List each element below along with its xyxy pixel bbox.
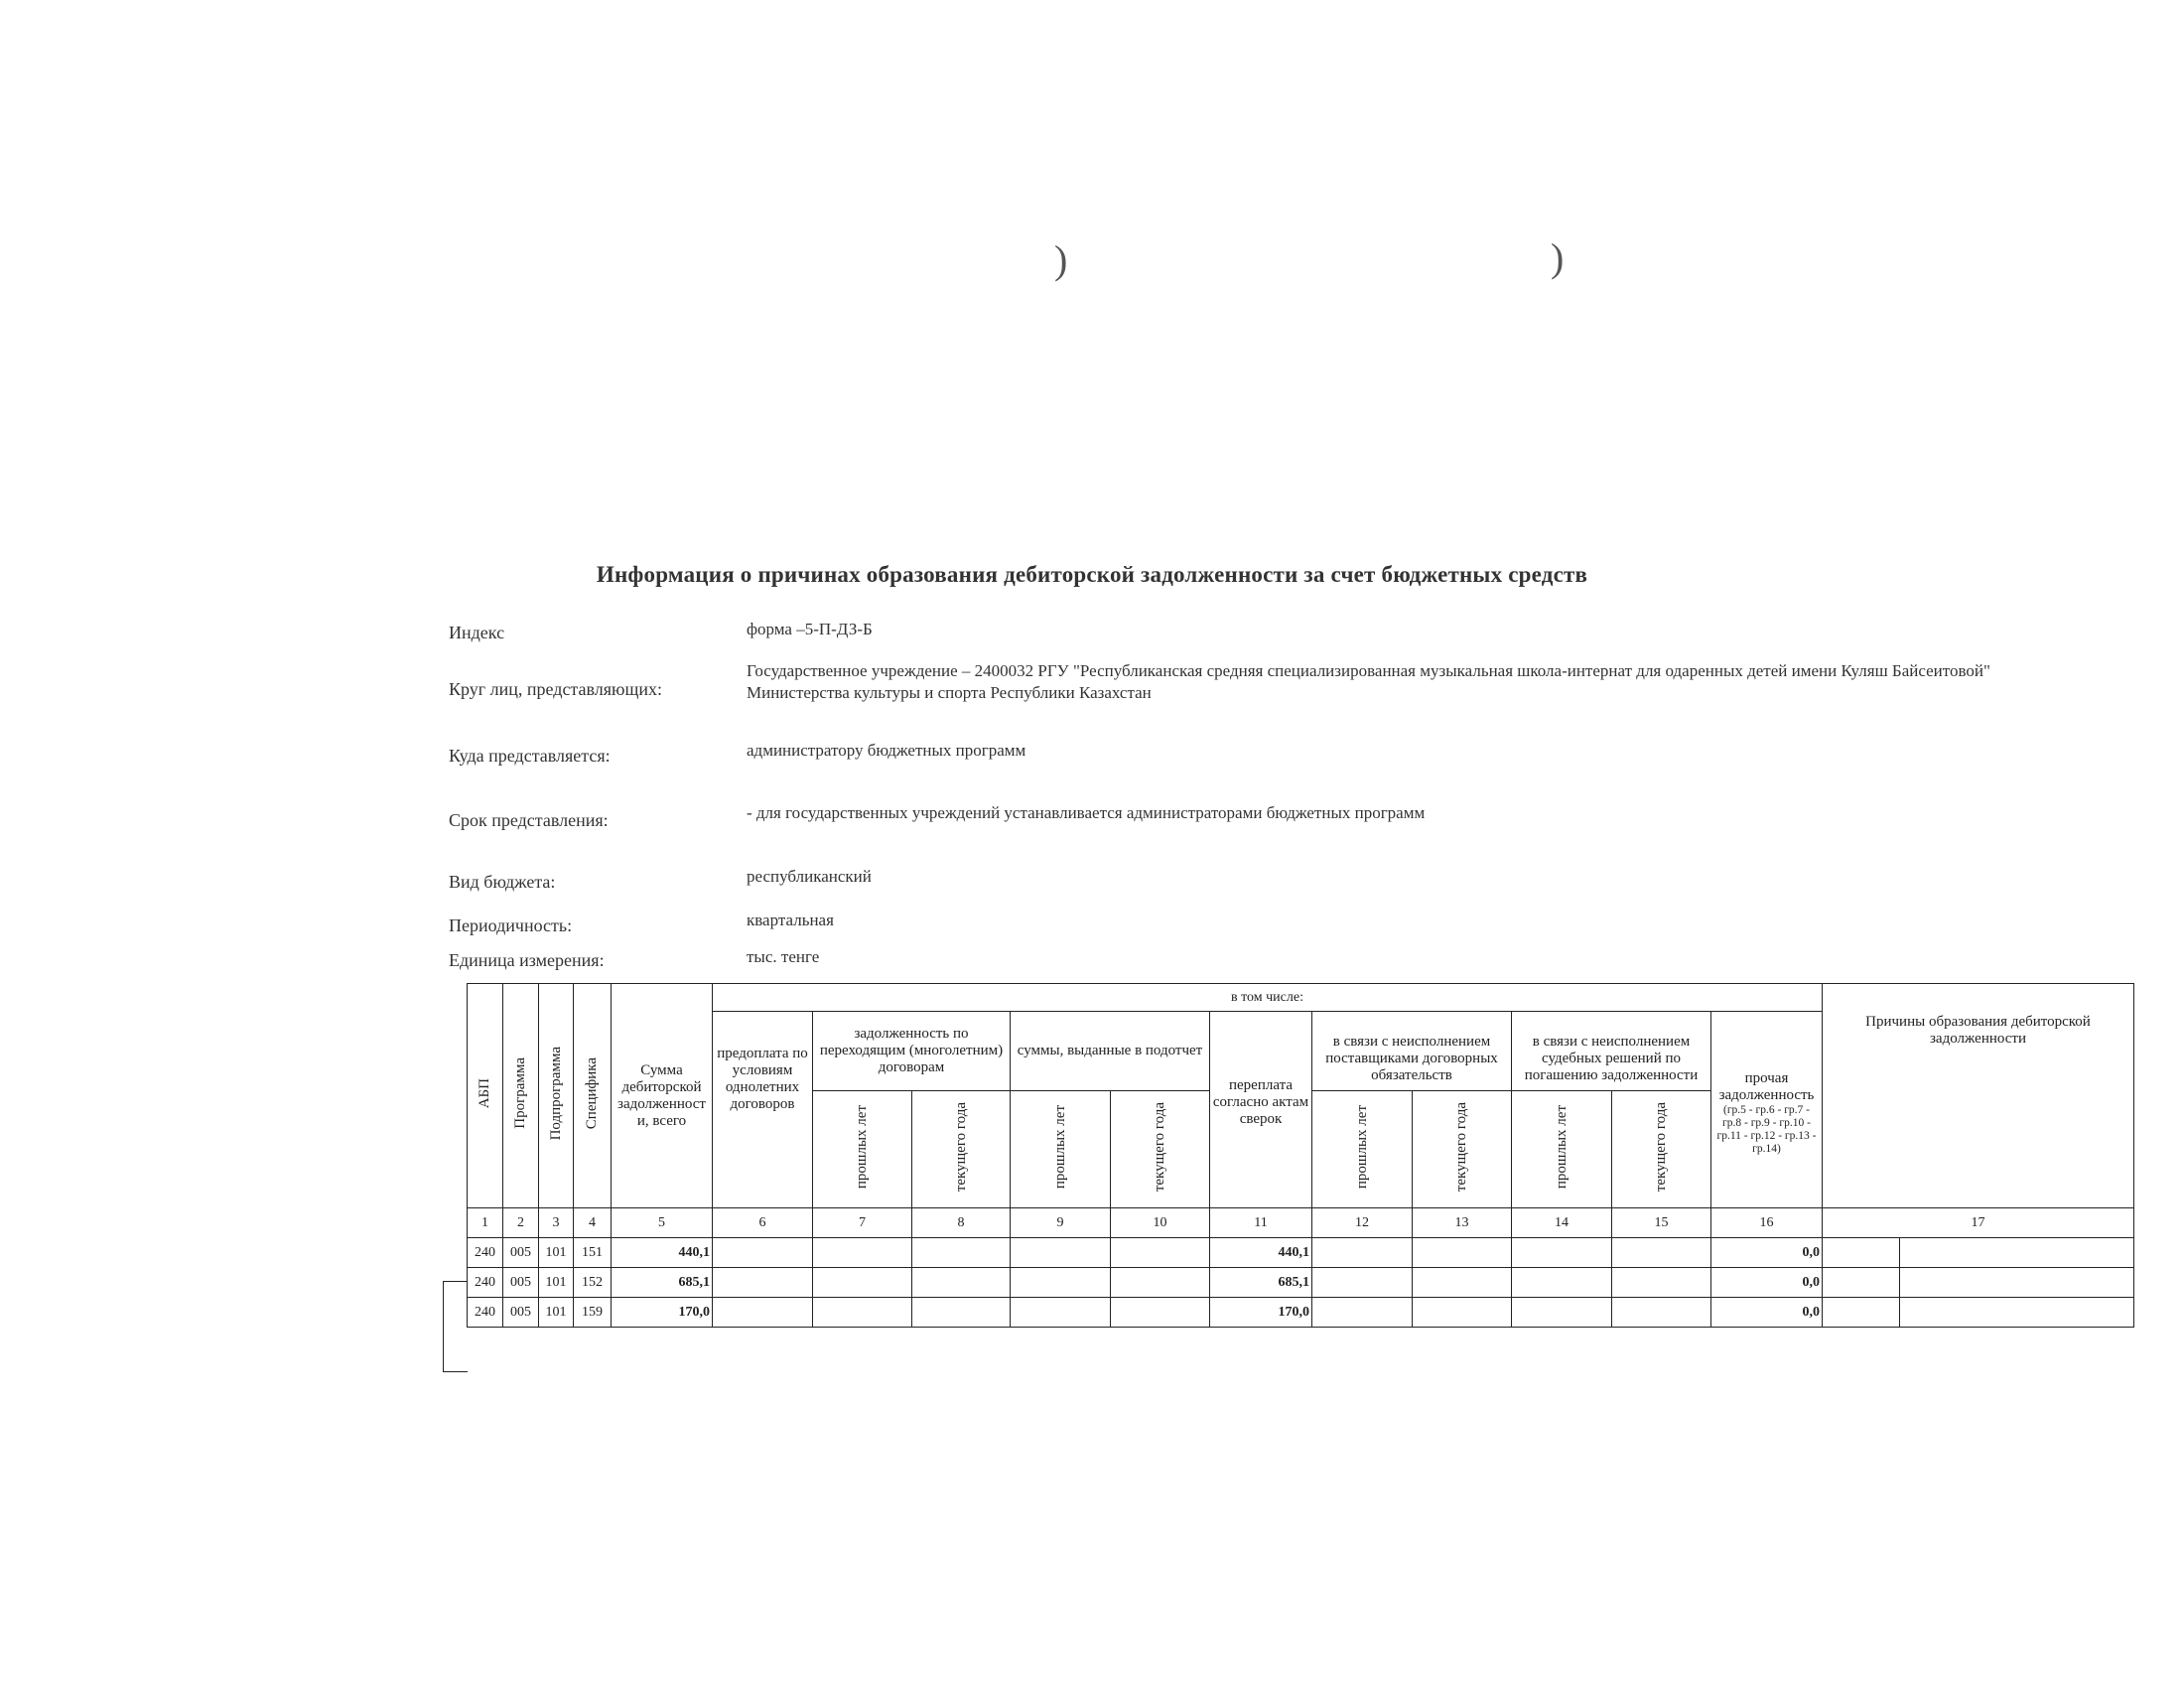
header-suppliers: в связи с неисполнением поставщиками договорных обязательств xyxy=(1312,1012,1512,1091)
col-number: 8 xyxy=(912,1208,1011,1238)
unit-label: Единица измерения: xyxy=(449,950,605,970)
cell-empty xyxy=(1312,1238,1413,1268)
cell-empty xyxy=(1111,1268,1210,1298)
col-number: 17 xyxy=(1823,1208,2134,1238)
punch-hole-mark-right: ) xyxy=(1551,235,1565,280)
cell-reason-a xyxy=(1823,1238,1900,1268)
cell-empty xyxy=(1512,1238,1612,1268)
header-court: в связи с неисполнением судебных решений по погашению задолженности xyxy=(1512,1012,1711,1091)
col-number: 15 xyxy=(1612,1208,1711,1238)
cell-subprogram: 101 xyxy=(539,1238,574,1268)
cell-empty xyxy=(813,1268,912,1298)
document-title: Информация о причинах образования дебиторской задолженности за счет бюджетных средств xyxy=(596,562,1588,587)
header-multiyear: задолженность по переходящим (многолетним) договорам xyxy=(813,1012,1011,1091)
cell-specifics: 151 xyxy=(574,1238,612,1268)
table-row xyxy=(468,1298,2134,1328)
index-label: Индекс xyxy=(449,623,505,642)
index-value: форма –5-П-ДЗ-Б xyxy=(747,620,873,638)
deadline-value: - для государственных учреждений устанавливается администраторами бюджетных программ xyxy=(747,803,1426,822)
header-program: Программа xyxy=(503,984,539,1208)
cell-program: 005 xyxy=(503,1238,539,1268)
cell-reason-a xyxy=(1823,1268,1900,1298)
header-other-label: прочая задолженность xyxy=(1718,1070,1815,1103)
cell-subprogram: 101 xyxy=(539,1298,574,1328)
cell-empty xyxy=(1512,1298,1612,1328)
cell-overpay: 440,1 xyxy=(1210,1238,1312,1268)
col-number: 3 xyxy=(539,1208,574,1238)
cell-reason-a xyxy=(1823,1298,1900,1328)
col-number: 5 xyxy=(612,1208,713,1238)
cell-abp: 240 xyxy=(468,1238,503,1268)
cell-empty xyxy=(1413,1238,1512,1268)
header-multiyear-past: прошлых лет xyxy=(813,1091,912,1208)
respondents-value: Государственное учреждение – 2400032 РГУ "Республиканская средняя специализированная музыкальная школа-интернат для одаренных детей имени Куляш Байсеитовой" Министерства культуры и спорта Республики Казахстан xyxy=(747,661,1990,702)
cell-empty xyxy=(1111,1238,1210,1268)
cell-empty xyxy=(1612,1268,1711,1298)
column-number-row xyxy=(468,1208,2134,1238)
cell-empty xyxy=(1011,1238,1111,1268)
header-subprogram: Подпрограмма xyxy=(539,984,574,1208)
cell-empty xyxy=(1512,1268,1612,1298)
receivables-table xyxy=(467,983,2134,1328)
col-number: 1 xyxy=(468,1208,503,1238)
cell-empty xyxy=(1011,1268,1111,1298)
budget-type-value: республиканский xyxy=(747,867,872,886)
cell-empty xyxy=(1612,1238,1711,1268)
header-suppliers-current: текущего года xyxy=(1413,1091,1512,1208)
cell-overpay: 685,1 xyxy=(1210,1268,1312,1298)
col-number: 2 xyxy=(503,1208,539,1238)
cell-total: 440,1 xyxy=(612,1238,713,1268)
cell-empty xyxy=(1011,1298,1111,1328)
cell-total: 170,0 xyxy=(612,1298,713,1328)
table-row xyxy=(468,1268,2134,1298)
header-prepay: предоплата по условиям однолетних договоров xyxy=(713,1012,813,1208)
cell-empty xyxy=(1612,1298,1711,1328)
header-abp: АБП xyxy=(468,984,503,1208)
cell-reason-b xyxy=(1900,1268,2134,1298)
col-number: 4 xyxy=(574,1208,612,1238)
header-advances-past: прошлых лет xyxy=(1011,1091,1111,1208)
header-advances-current: текущего года xyxy=(1111,1091,1210,1208)
cell-reason-b xyxy=(1900,1238,2134,1268)
cell-empty xyxy=(912,1298,1011,1328)
cell-empty xyxy=(713,1298,813,1328)
header-other xyxy=(1711,1012,1823,1208)
destination-value: администратору бюджетных программ xyxy=(747,741,1026,760)
cell-empty xyxy=(713,1238,813,1268)
cell-empty xyxy=(912,1268,1011,1298)
table-row xyxy=(468,1238,2134,1268)
header-suppliers-past: прошлых лет xyxy=(1312,1091,1413,1208)
header-advances: суммы, выданные в подотчет xyxy=(1011,1012,1210,1091)
header-court-past: прошлых лет xyxy=(1512,1091,1612,1208)
periodicity-value: квартальная xyxy=(747,911,834,929)
cell-other: 0,0 xyxy=(1711,1298,1823,1328)
col-number: 16 xyxy=(1711,1208,1823,1238)
header-court-current: текущего года xyxy=(1612,1091,1711,1208)
cell-overpay: 170,0 xyxy=(1210,1298,1312,1328)
cell-empty xyxy=(1413,1298,1512,1328)
cell-subprogram: 101 xyxy=(539,1268,574,1298)
cell-empty xyxy=(813,1298,912,1328)
header-multiyear-current: текущего года xyxy=(912,1091,1011,1208)
col-number: 7 xyxy=(813,1208,912,1238)
header-overpay: переплата согласно актам сверок xyxy=(1210,1012,1312,1208)
col-number: 11 xyxy=(1210,1208,1312,1238)
cell-empty xyxy=(713,1268,813,1298)
cell-other: 0,0 xyxy=(1711,1268,1823,1298)
header-total: Сумма дебиторской задолженност и, всего xyxy=(612,984,713,1208)
col-number: 6 xyxy=(713,1208,813,1238)
cell-empty xyxy=(912,1238,1011,1268)
periodicity-label: Периодичность: xyxy=(449,915,573,935)
cell-empty xyxy=(1111,1298,1210,1328)
cell-reason-b xyxy=(1900,1298,2134,1328)
cell-program: 005 xyxy=(503,1298,539,1328)
cell-abp: 240 xyxy=(468,1268,503,1298)
col-number: 13 xyxy=(1413,1208,1512,1238)
cell-empty xyxy=(1312,1298,1413,1328)
header-other-note: (гр.5 - гр.6 - гр.7 - гр.8 - гр.9 - гр.10 - гр.11 - гр.12 - гр.13 - гр.14) xyxy=(1716,1104,1817,1155)
destination-label: Куда представляется: xyxy=(449,746,611,766)
cell-other: 0,0 xyxy=(1711,1238,1823,1268)
header-reasons: Причины образования дебиторской задолженности xyxy=(1823,984,2134,1208)
cell-specifics: 152 xyxy=(574,1268,612,1298)
cell-abp: 240 xyxy=(468,1298,503,1328)
col-number: 9 xyxy=(1011,1208,1111,1238)
budget-type-label: Вид бюджета: xyxy=(449,872,556,892)
cell-empty xyxy=(813,1238,912,1268)
col-number: 14 xyxy=(1512,1208,1612,1238)
punch-hole-mark-left: ) xyxy=(1054,237,1068,282)
respondents-label: Круг лиц, представляющих: xyxy=(449,679,662,699)
col-number: 10 xyxy=(1111,1208,1210,1238)
cell-specifics: 159 xyxy=(574,1298,612,1328)
cell-total: 685,1 xyxy=(612,1268,713,1298)
cell-empty xyxy=(1413,1268,1512,1298)
deadline-label: Срок представления: xyxy=(449,810,609,830)
cell-empty xyxy=(1312,1268,1413,1298)
col-number: 12 xyxy=(1312,1208,1413,1238)
cell-program: 005 xyxy=(503,1268,539,1298)
row-stub xyxy=(443,1281,468,1372)
header-including: в том числе: xyxy=(713,984,1823,1012)
header-specifics: Специфика xyxy=(574,984,612,1208)
unit-value: тыс. тенге xyxy=(747,947,820,966)
